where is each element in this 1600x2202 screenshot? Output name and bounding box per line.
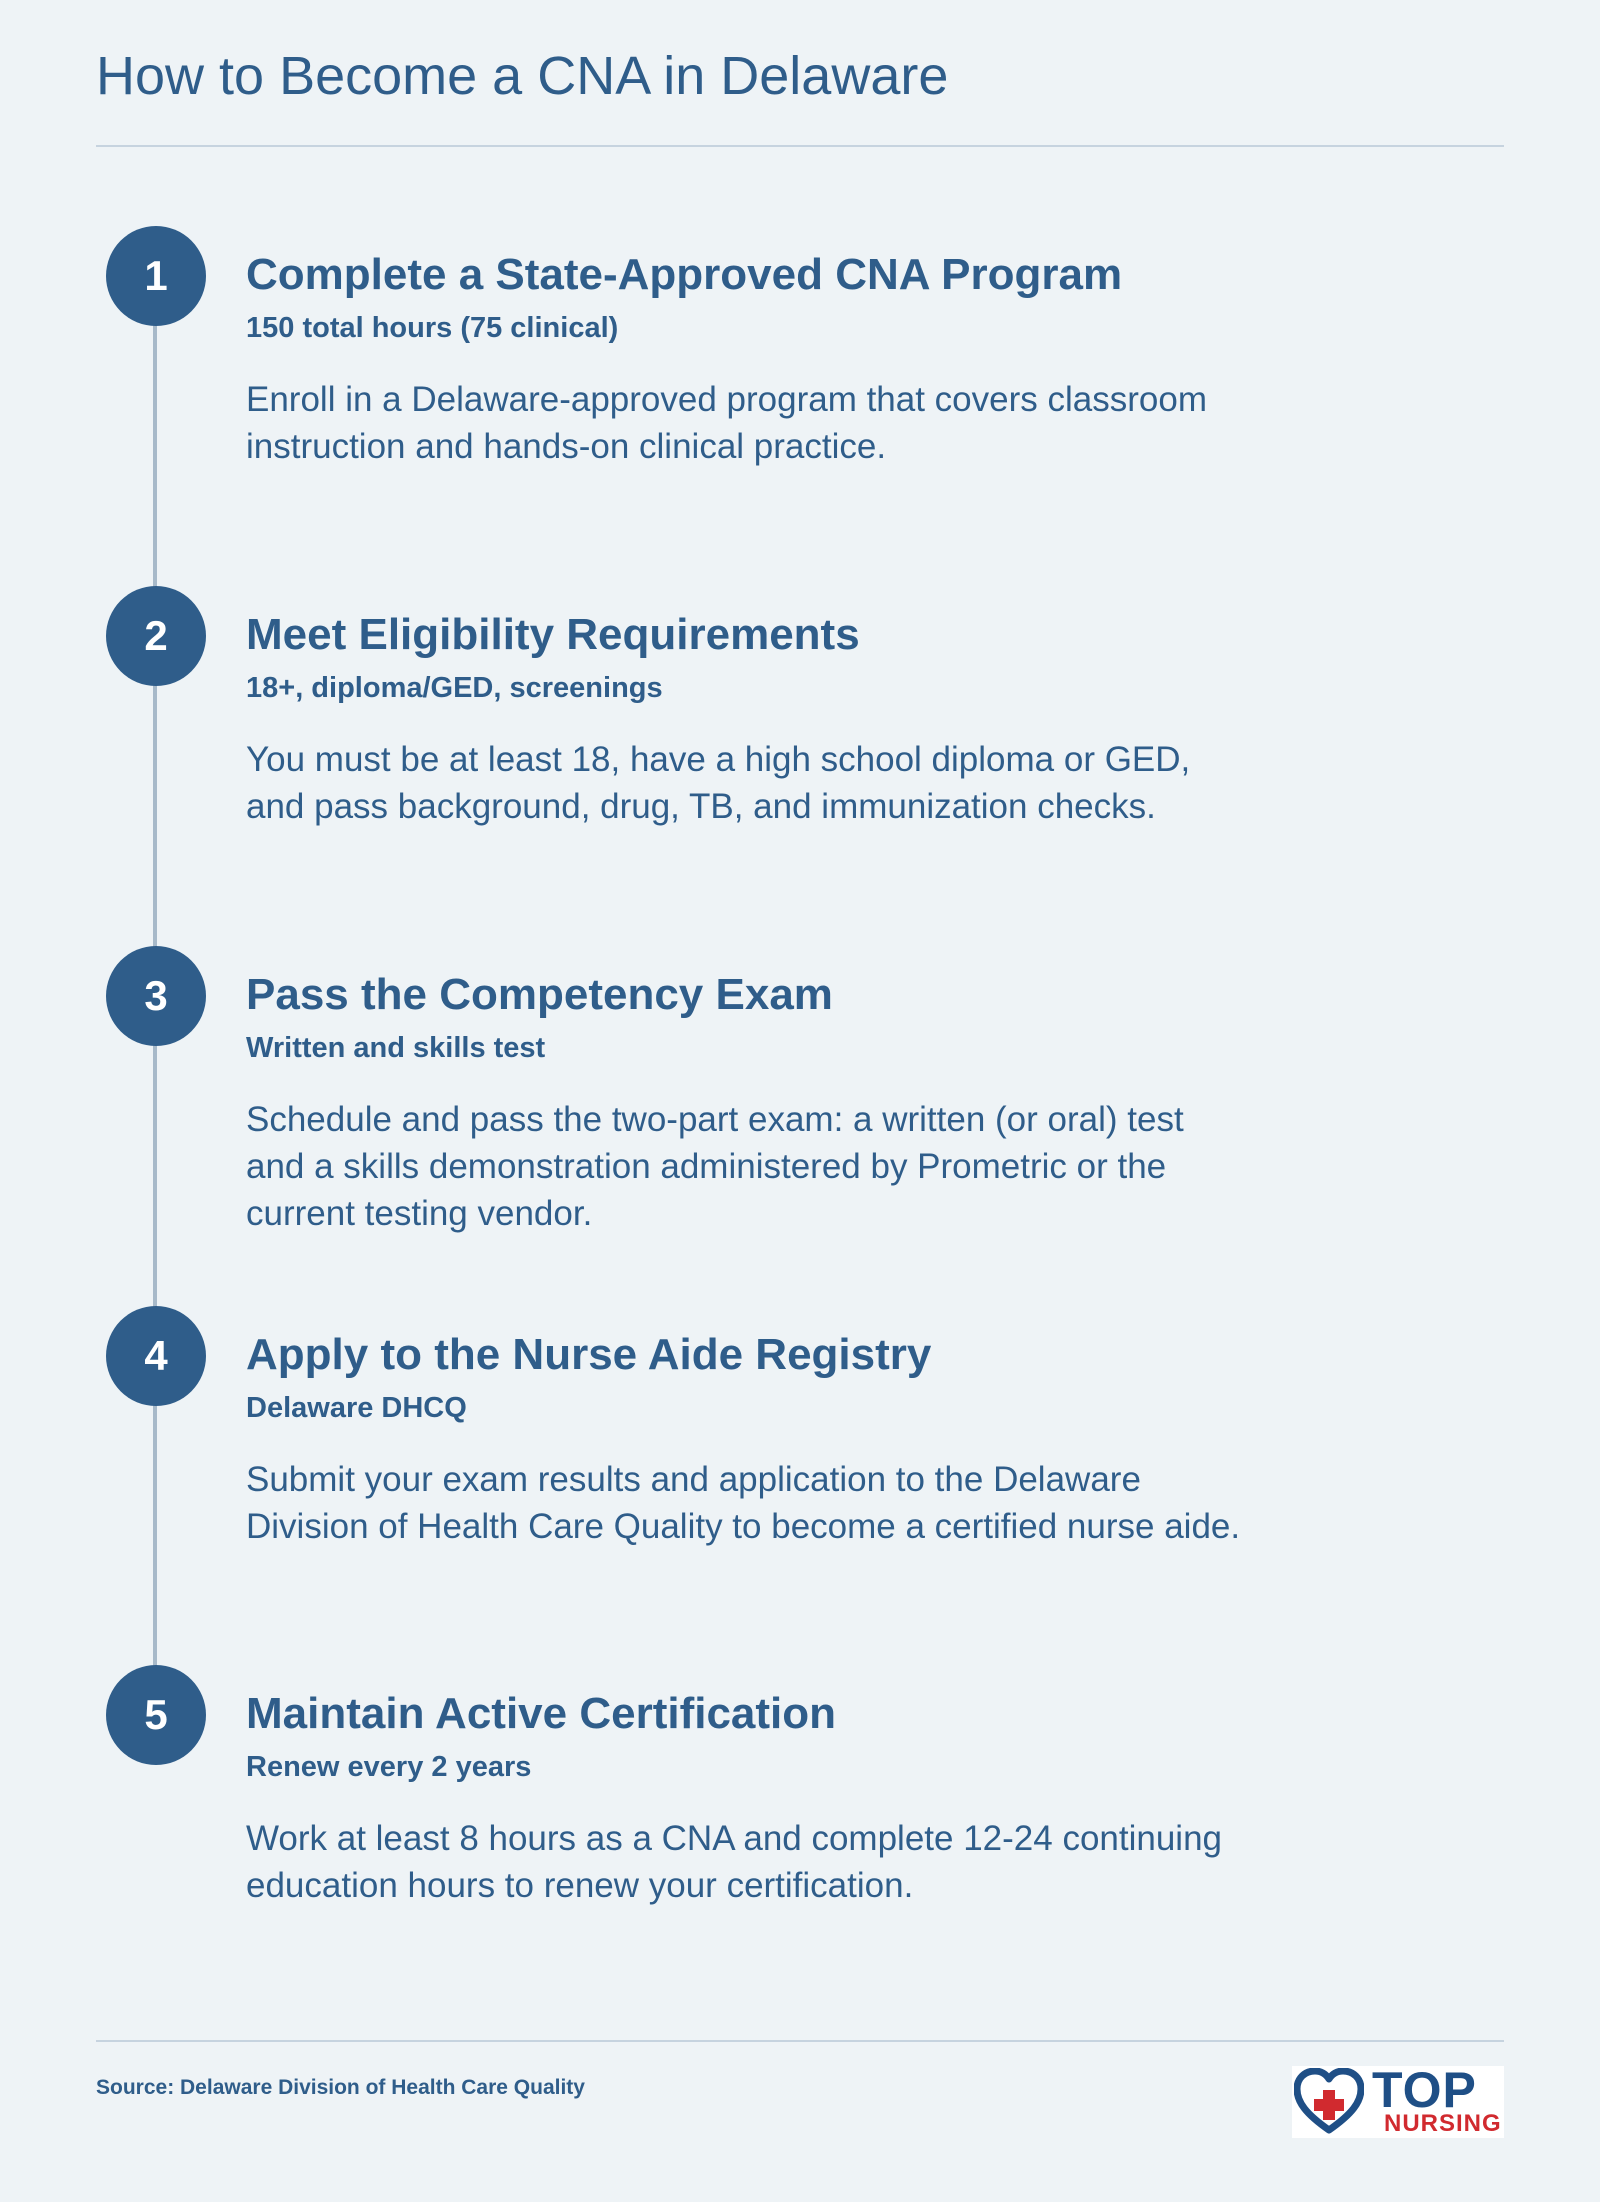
heart-cross-icon [1294, 2068, 1364, 2136]
step-number-badge: 5 [106, 1665, 206, 1765]
step-subtitle: Written and skills test [246, 1032, 546, 1064]
step-title: Apply to the Nurse Aide Registry [246, 1330, 932, 1379]
source-note: Source: Delaware Division of Health Care Quality [96, 2076, 585, 2099]
page-title: How to Become a CNA in Delaware [96, 46, 949, 106]
header-divider [96, 145, 1504, 147]
step-description: Enroll in a Delaware-approved program that covers classroom instruction and hands-on clinical practice. [246, 380, 1207, 466]
step-subtitle: 18+, diploma/GED, screenings [246, 672, 663, 704]
step-description: You must be at least 18, have a high school diploma or GED, and pass background, drug, TB, and immunization checks. [246, 740, 1191, 826]
step-subtitle: Renew every 2 years [246, 1751, 532, 1783]
step-title: Complete a State-Approved CNA Program [246, 250, 1123, 299]
step-title: Meet Eligibility Requirements [246, 610, 860, 659]
step-title: Maintain Active Certification [246, 1689, 837, 1738]
step-number-badge: 1 [106, 226, 206, 326]
step-subtitle: 150 total hours (75 clinical) [246, 312, 619, 344]
footer-divider [96, 2040, 1504, 2042]
step-number-badge: 3 [106, 946, 206, 1046]
step-description: Submit your exam results and application to the Delaware Division of Health Care Quality to become a certified nurse aide. [246, 1460, 1241, 1546]
step-number-badge: 4 [106, 1306, 206, 1406]
top-nursing-logo[interactable] [1292, 2062, 1504, 2138]
step-description: Work at least 8 hours as a CNA and complete 12-24 continuing education hours to renew your certification. [246, 1819, 1223, 1905]
logo-wordmark-bottom: NURSING [1384, 2110, 1502, 2137]
step-description: Schedule and pass the two-part exam: a written (or oral) test and a skills demonstration administered by Prometric or the current testing vendor. [246, 1100, 1184, 1233]
step-subtitle: Delaware DHCQ [246, 1392, 467, 1424]
step-title: Pass the Competency Exam [246, 970, 833, 1019]
step-number-badge: 2 [106, 586, 206, 686]
logo-wordmark-top: TOP [1372, 2062, 1477, 2118]
